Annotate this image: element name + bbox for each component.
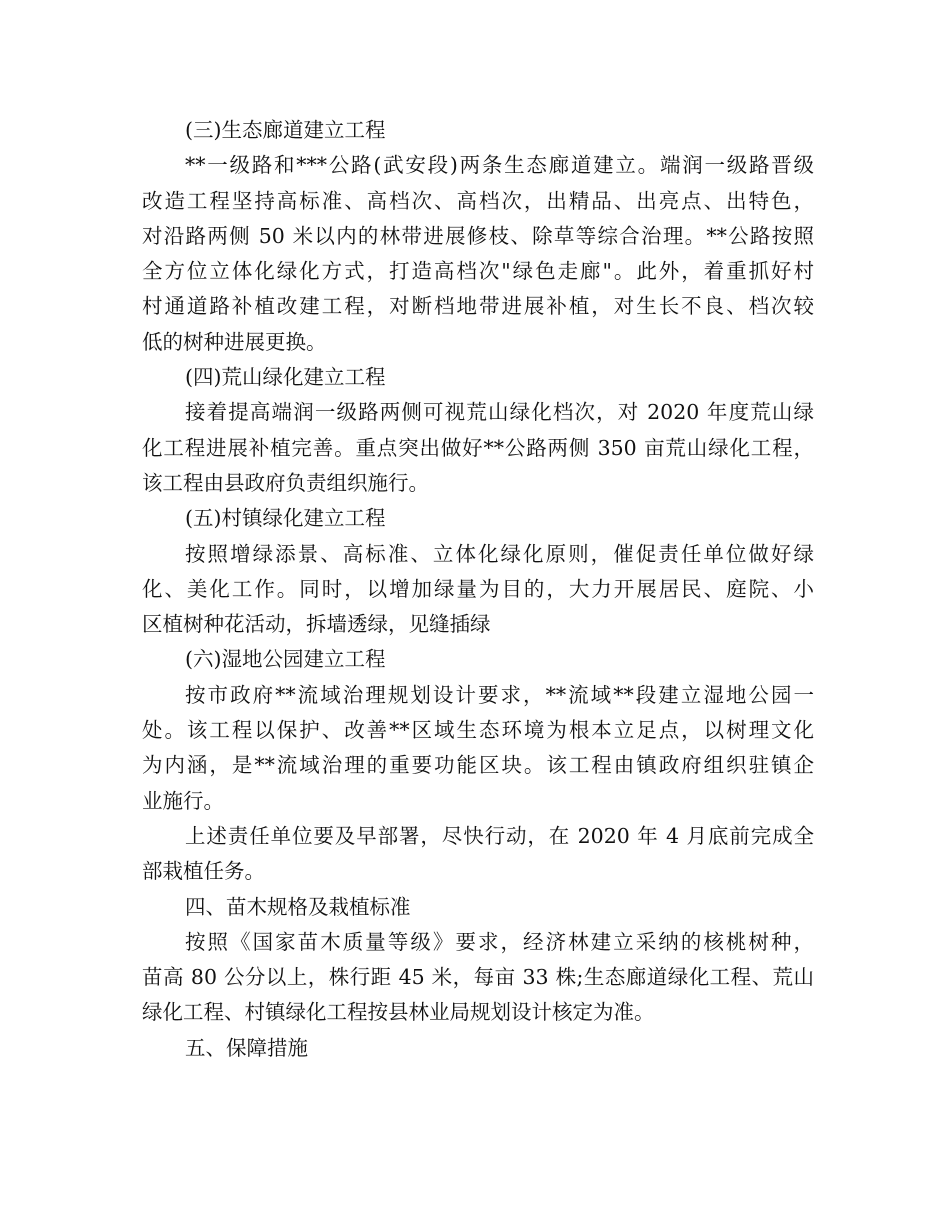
- text-line: 处。该工程以保护、改善**区域生态环境为根本立足点，以树理文化: [142, 718, 814, 743]
- text-line: 化、美化工作。同时，以增加绿量为目的，大力开展居民、庭院、小: [142, 576, 814, 601]
- text-line: 四、苗木规格及栽植标准: [185, 894, 411, 919]
- text-line: 该工程由县政府负责组织施行。: [142, 470, 429, 495]
- text-line: (四)荒山绿化建立工程: [185, 365, 386, 390]
- text-line: 五、保障措施: [185, 1035, 308, 1060]
- text-line: 按照《国家苗木质量等级》要求，经济林建立采纳的核桃树种，: [185, 929, 814, 954]
- text-line: (六)湿地公园建立工程: [185, 647, 386, 672]
- text-line: 改造工程坚持高标准、高档次、高档次，出精品、出亮点、出特色，: [142, 188, 814, 213]
- text-line: 按照增绿添景、高标准、立体化绿化原则，催促责任单位做好绿: [185, 541, 814, 566]
- document-body: [142, 113, 814, 1066]
- text-line: 为内涵，是**流域治理的重要功能区块。该工程由镇政府组织驻镇企: [142, 753, 814, 778]
- text-line: (五)村镇绿化建立工程: [185, 506, 386, 531]
- text-line: 部栽植任务。: [142, 859, 265, 884]
- text-line: 上述责任单位要及早部署，尽快行动，在 2020 年 4 月底前完成全: [185, 823, 814, 848]
- text-line: 绿化工程、村镇绿化工程按县林业局规划设计核定为准。: [142, 1000, 655, 1025]
- text-line: 村通道路补植改建工程，对断档地带进展补植，对生长不良、档次较: [142, 294, 814, 319]
- text-line: 苗高 80 公分以上，株行距 45 米，每亩 33 株;生态廊道绿化工程、荒山: [142, 965, 814, 990]
- text-line: 全方位立体化绿化方式，打造高档次"绿色走廊"。此外，着重抓好村: [142, 259, 814, 284]
- text-line: 低的树种进展更换。: [142, 329, 327, 354]
- text-line: 化工程进展补植完善。重点突出做好**公路两侧 350 亩荒山绿化工程，: [142, 435, 814, 460]
- text-line: 按市政府**流域治理规划设计要求，**流域**段建立湿地公园一: [185, 682, 814, 707]
- text-line: 对沿路两侧 50 米以内的林带进展修枝、除草等综合治理。**公路按照: [142, 223, 814, 248]
- text-line: 区植树种花活动，拆墙透绿，见缝插绿: [142, 612, 491, 637]
- text-line: 接着提高端润一级路两侧可视荒山绿化档次，对 2020 年度荒山绿: [185, 400, 814, 425]
- text-line: (三)生态廊道建立工程: [185, 118, 386, 142]
- text-line: 业施行。: [142, 788, 224, 813]
- text-line: **一级路和***公路(武安段)两条生态廊道建立。端润一级路晋级: [185, 153, 814, 178]
